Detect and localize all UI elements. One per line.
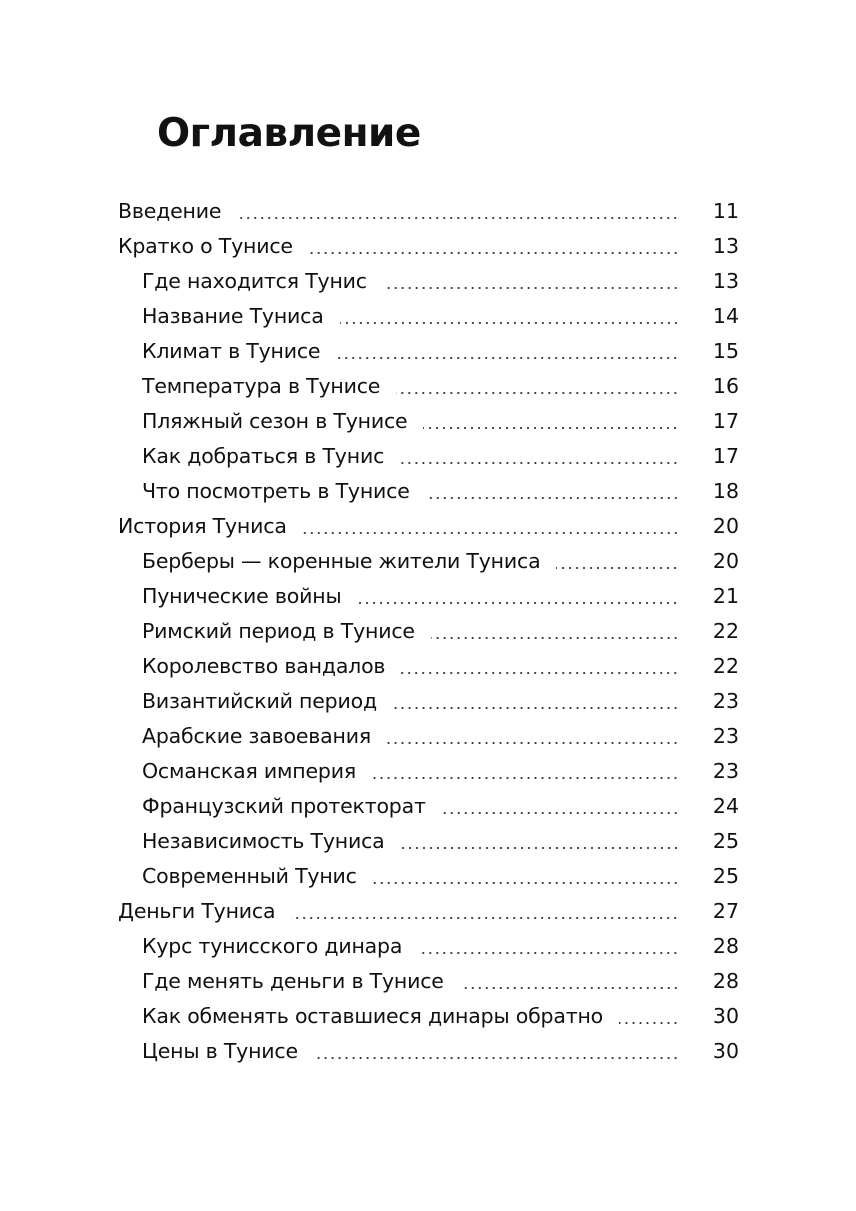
toc-entry-page-number: 11 (712, 199, 739, 223)
toc-entry-title: Введение (118, 199, 222, 223)
toc-entry-page-number: 30 (712, 1004, 739, 1028)
toc-entry (118, 894, 739, 929)
toc-entry-page-number: 17 (712, 444, 739, 468)
dot-leader (303, 532, 679, 534)
toc-entry (118, 579, 739, 614)
toc-entry (118, 229, 739, 264)
toc-entry (118, 439, 739, 474)
toc-entry-title: Что посмотреть в Тунисе (142, 479, 410, 503)
toc-entry-page-number: 28 (712, 969, 739, 993)
toc-entry-page-number: 16 (712, 374, 739, 398)
toc-entry-title: Французский протекторат (142, 794, 426, 818)
dot-leader (423, 427, 679, 429)
toc-entry (118, 684, 739, 719)
dot-leader (383, 287, 679, 289)
toc-entry-title: Османская империя (142, 759, 356, 783)
toc-entry-title: Курс тунисского динара (142, 934, 403, 958)
toc-entry-page-number: 14 (712, 304, 739, 328)
dot-leader (396, 392, 679, 394)
toc-entry (118, 614, 739, 649)
dot-leader (460, 987, 679, 989)
dot-leader (556, 567, 679, 569)
dot-leader (372, 777, 679, 779)
toc-entry-page-number: 22 (712, 654, 739, 678)
dot-leader (237, 217, 679, 219)
toc-entry-page-number: 15 (712, 339, 739, 363)
toc-entry-page-number: 21 (712, 584, 739, 608)
toc-entry (118, 369, 739, 404)
toc-entry-title: Арабские завоевания (142, 724, 371, 748)
toc-entry-title: История Туниса (118, 514, 287, 538)
toc-entry (118, 264, 739, 299)
table-of-contents (118, 194, 739, 1069)
dot-leader (442, 812, 679, 814)
toc-entry (118, 929, 739, 964)
dot-leader (387, 742, 679, 744)
toc-entry-title: Королевство вандалов (142, 654, 386, 678)
dot-leader (431, 637, 679, 639)
dot-leader (619, 1022, 679, 1024)
toc-entry (118, 859, 739, 894)
toc-entry-title: Византийский период (142, 689, 377, 713)
toc-entry (118, 824, 739, 859)
toc-entry-title: Температура в Тунисе (142, 374, 381, 398)
toc-entry-page-number: 30 (712, 1039, 739, 1063)
toc-entry-title: Независимость Туниса (142, 829, 385, 853)
toc-entry-page-number: 18 (712, 479, 739, 503)
toc-entry-title: Кратко о Тунисе (118, 234, 293, 258)
toc-entry-page-number: 22 (712, 619, 739, 643)
toc-entry-title: Пляжный сезон в Тунисе (142, 409, 408, 433)
toc-entry (118, 544, 739, 579)
toc-entry-title: Римский период в Тунисе (142, 619, 415, 643)
toc-entry-page-number: 13 (712, 269, 739, 293)
toc-entry-title: Берберы — коренные жители Туниса (142, 549, 541, 573)
toc-entry-title: Как обменять оставшиеся динары обратно (142, 1004, 603, 1028)
dot-leader (393, 707, 679, 709)
page-title: Оглавление (157, 111, 421, 156)
dot-leader (291, 917, 679, 919)
toc-entry-page-number: 23 (712, 689, 739, 713)
toc-entry-title: Как добраться в Тунис (142, 444, 385, 468)
toc-entry-page-number: 17 (712, 409, 739, 433)
toc-entry-title: Где менять деньги в Тунисе (142, 969, 444, 993)
toc-entry-title: Пунические войны (142, 584, 342, 608)
toc-entry (118, 509, 739, 544)
dot-leader (418, 952, 679, 954)
toc-entry (118, 299, 739, 334)
toc-entry-page-number: 20 (712, 514, 739, 538)
toc-entry-page-number: 23 (712, 759, 739, 783)
toc-entry (118, 789, 739, 824)
toc-entry-title: Деньги Туниса (118, 899, 276, 923)
toc-entry (118, 999, 739, 1034)
dot-leader (401, 847, 679, 849)
toc-entry (118, 1034, 739, 1069)
toc-entry-page-number: 25 (712, 864, 739, 888)
toc-entry-page-number: 24 (712, 794, 739, 818)
dot-leader (400, 462, 679, 464)
toc-entry-title: Где находится Тунис (142, 269, 367, 293)
toc-entry (118, 194, 739, 229)
toc-entry-page-number: 28 (712, 934, 739, 958)
toc-entry (118, 754, 739, 789)
dot-leader (426, 497, 679, 499)
toc-entry (118, 649, 739, 684)
toc-entry-page-number: 23 (712, 724, 739, 748)
toc-entry-page-number: 20 (712, 549, 739, 573)
dot-leader (309, 252, 679, 254)
toc-entry (118, 334, 739, 369)
dot-leader (401, 672, 679, 674)
dot-leader (336, 357, 679, 359)
dot-leader (340, 322, 679, 324)
toc-entry-title: Климат в Тунисе (142, 339, 321, 363)
dot-leader (357, 602, 679, 604)
toc-entry (118, 719, 739, 754)
toc-entry-page-number: 13 (712, 234, 739, 258)
toc-entry-title: Цены в Тунисе (142, 1039, 298, 1063)
toc-entry-page-number: 27 (712, 899, 739, 923)
toc-entry-title: Название Туниса (142, 304, 324, 328)
dot-leader (373, 882, 679, 884)
toc-entry (118, 964, 739, 999)
dot-leader (314, 1057, 679, 1059)
toc-entry (118, 404, 739, 439)
toc-entry-page-number: 25 (712, 829, 739, 853)
toc-entry-title: Современный Тунис (142, 864, 357, 888)
toc-entry (118, 474, 739, 509)
